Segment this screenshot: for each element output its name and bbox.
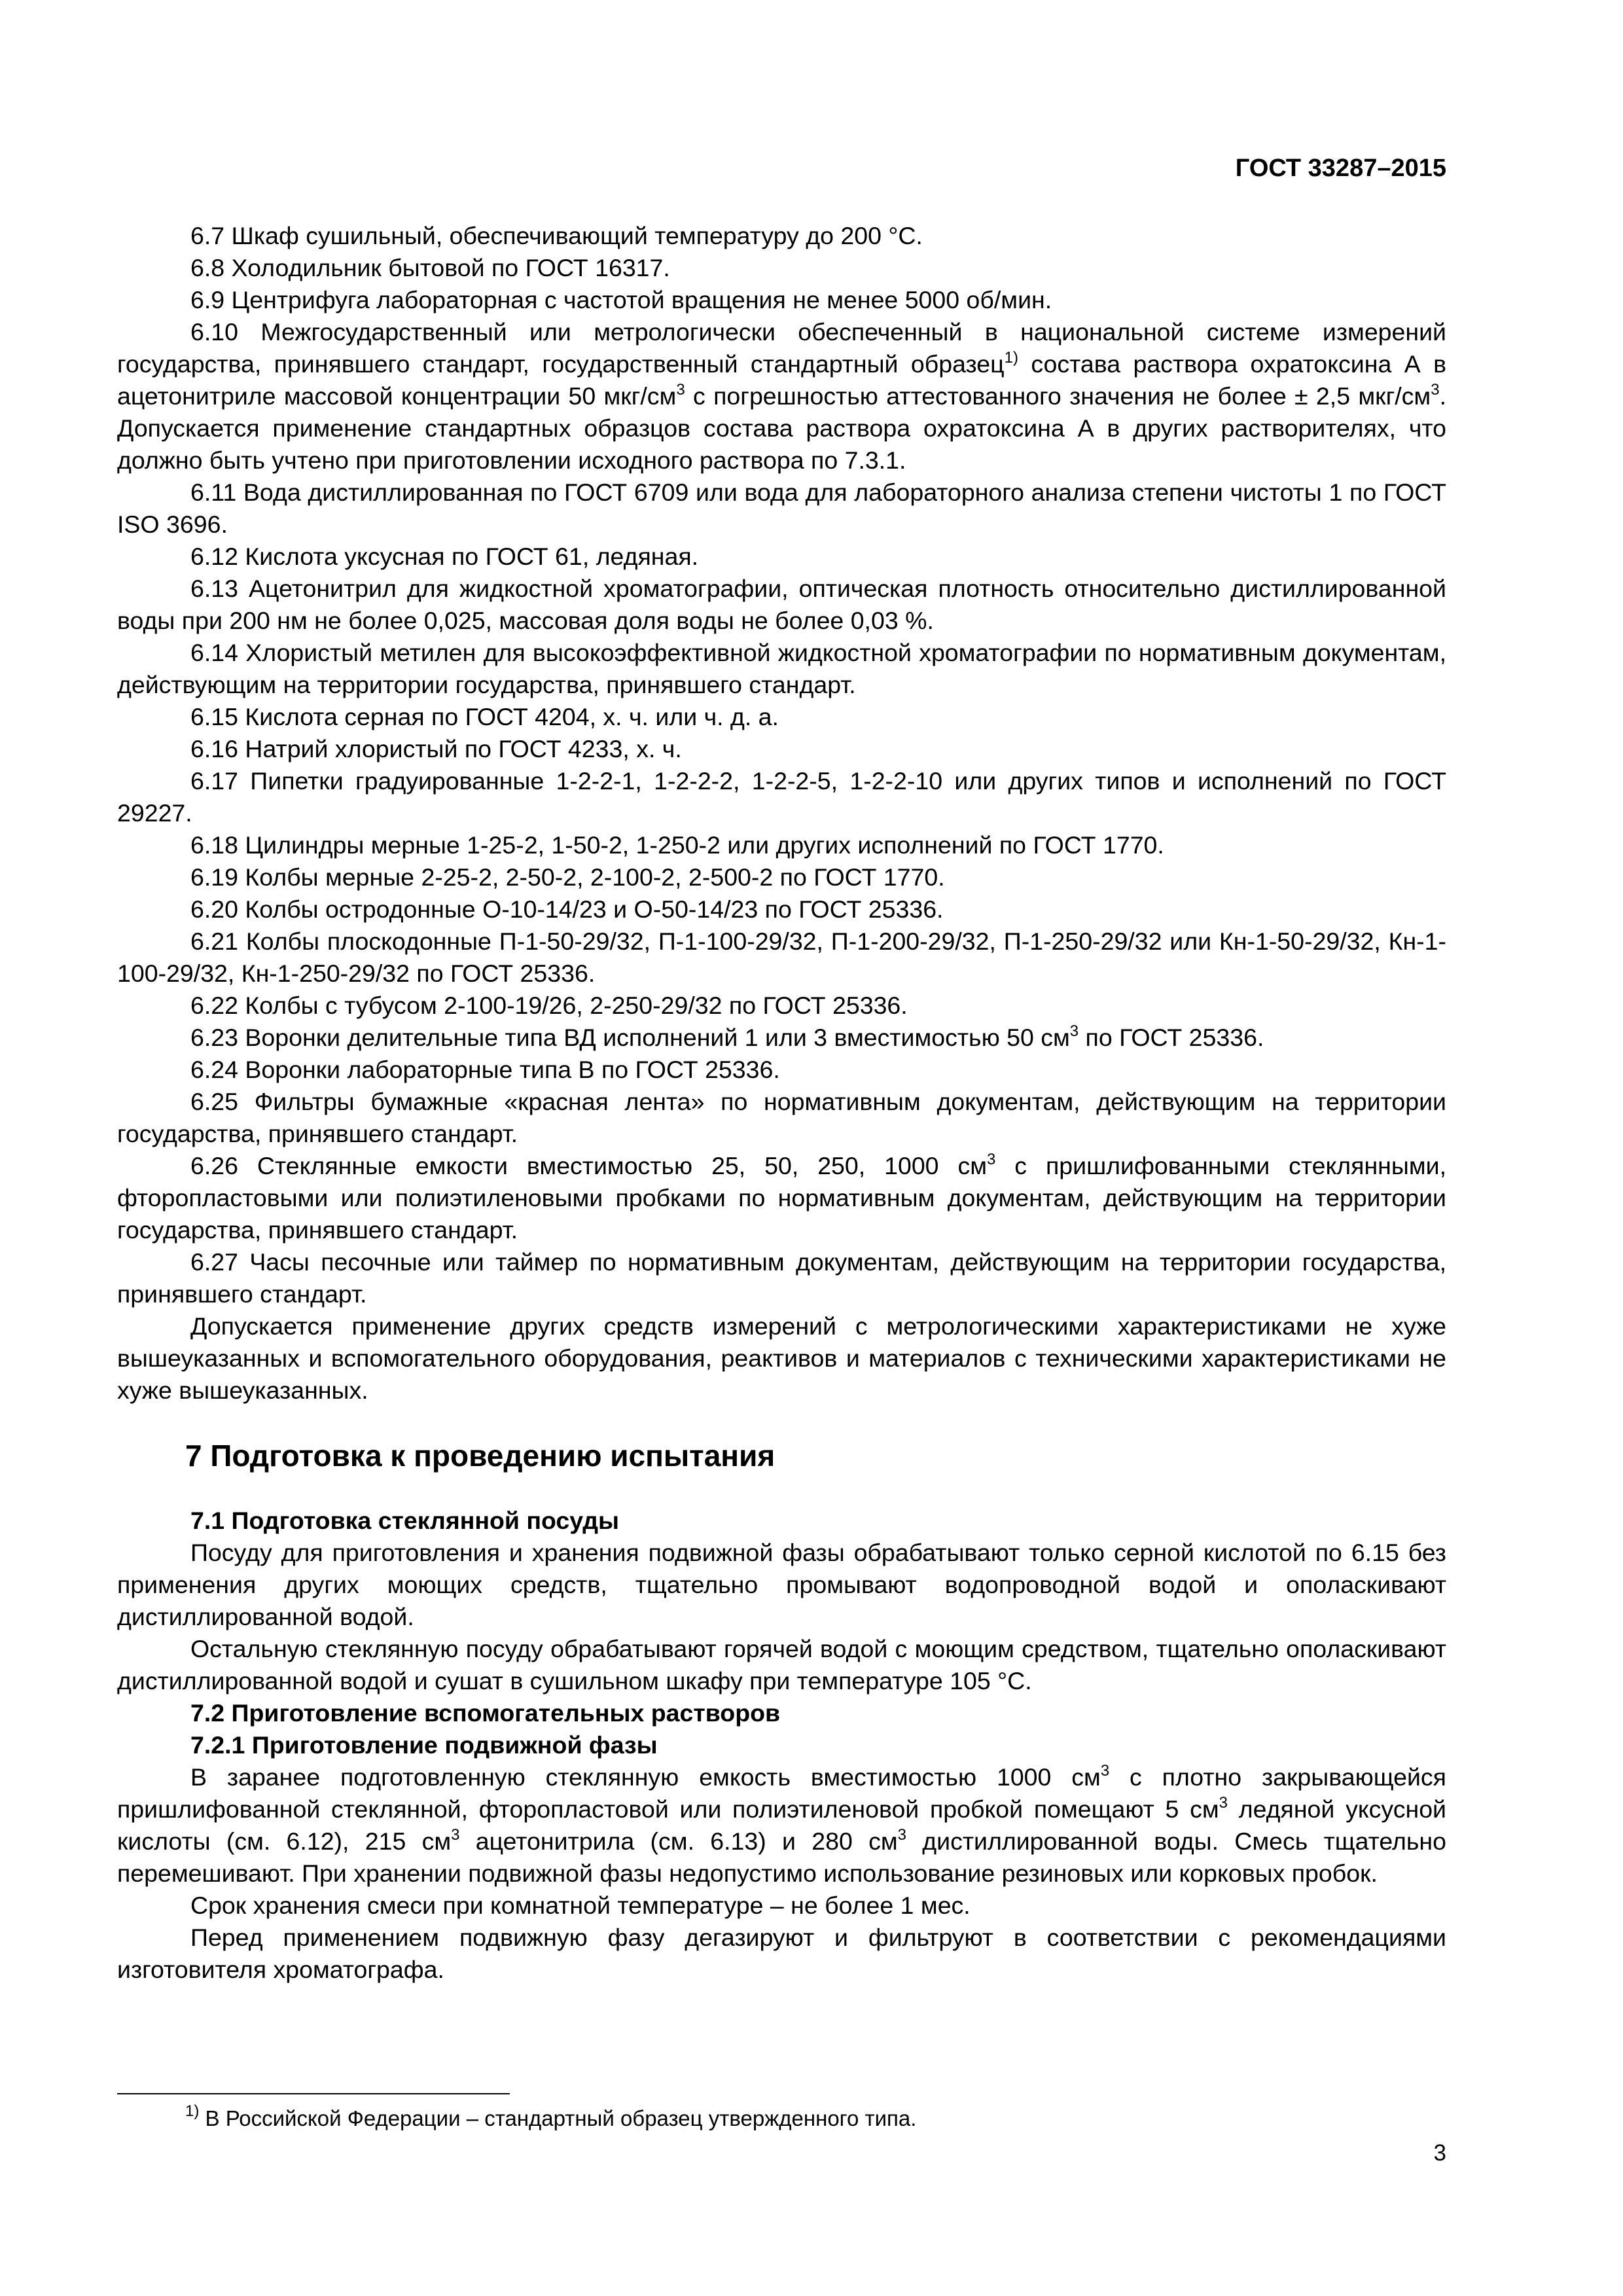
item-6-10: 6.10 Межгосударственный или метрологически обеспеченный в национальной системе измерений государства, принявшего стандарт, государственный стандартный образец$^{1)}$ состава раствора охратоксина А в ацетонитриле массовой концентрации 50 мкг/$см^3$ с погрешностью аттестованного значения не более ± 2,5 мкг/$см^3$. Допускается применение стандартных образцов состава раствора охратоксина А в других растворителях, что должно быть учтено при приготовлении исходного раствора по 7.3.1. — [117, 318, 1446, 474]
item-6-note: Допускается применение других средств измерений с метрологическими характеристиками не хуже вышеуказанных и вспомогательного оборудования, реактивов и материалов с техническими характеристиками не хуже вышеуказанных. — [117, 1312, 1446, 1404]
item-6-25: 6.25 Фильтры бумажные «красная лента» по нормативным документам, действующим на территории государства, принявшего стандарт. — [117, 1088, 1446, 1147]
document-header: ГОСТ 33287–2015 — [1235, 154, 1446, 182]
section-7-2-title: 7.2 Приготовление вспомогательных растворов — [190, 1699, 781, 1727]
footnote-ref: 1) — [1004, 349, 1018, 367]
page-number: 3 — [1433, 2140, 1446, 2166]
section-7-1-title: 7.1 Подготовка стеклянной посуды — [190, 1507, 620, 1534]
section-7-2-1-para-1: В заранее подготовленную стеклянную емкость вместимостью 1000 $см^3$ с плотно закрывающейся пришлифованной стеклянной, фторопластовой или полиэтиленовой пробкой помещают 5 $см^3$ ледяной уксусной кислоты (см. 6.12), 215 $см^3$ ацетонитрила (см. 6.13) и 280 $см^3$ дистиллированной воды. Смесь тщательно перемешивают. При хранении подвижной фазы недопустимо использование резиновых или корковых пробок. — [117, 1762, 1447, 1887]
section-7-title: 7 Подготовка к проведению испытания — [185, 1439, 776, 1473]
item-6-16: 6.16 Натрий хлористый по ГОСТ 4233, х. ч. — [190, 735, 682, 762]
item-6-20: 6.20 Колбы остродонные О-10-14/23 и О-50-14/23 по ГОСТ 25336. — [190, 895, 944, 923]
item-6-24: 6.24 Воронки лабораторные типа В по ГОСТ 25336. — [190, 1056, 780, 1083]
item-6-13: 6.13 Ацетонитрил для жидкостной хроматографии, оптическая плотность относительно дистиллированной воды при 200 нм не более 0,025, массовая доля воды не более 0,03 %. — [117, 575, 1446, 634]
footnote: $^{1)}$ В Российской Федерации – стандартный образец утвержденного типа. — [185, 2102, 917, 2130]
item-6-9: 6.9 Центрифуга лабораторная с частотой вращения не менее 5000 об/мин. — [190, 286, 1052, 314]
item-6-18: 6.18 Цилиндры мерные 1-25-2, 1-50-2, 1-250-2 или других исполнений по ГОСТ 1770. — [190, 831, 1164, 859]
item-6-19: 6.19 Колбы мерные 2-25-2, 2-50-2, 2-100-2, 2-500-2 по ГОСТ 1770. — [190, 863, 945, 891]
item-6-23: 6.23 Воронки делительные типа ВД исполнений 1 или 3 вместимостью 50 $см^3$ по ГОСТ 25336. — [190, 1022, 1264, 1051]
item-6-11: 6.11 Вода дистиллированная по ГОСТ 6709 или вода для лабораторного анализа степени чистоты 1 по ГОСТ ISO 3696. — [117, 478, 1446, 538]
section-7-2-1-para-2: Срок хранения смеси при комнатной температуре – не более 1 мес. — [190, 1892, 971, 1919]
item-6-22: 6.22 Колбы с тубусом 2-100-19/26, 2-250-29/32 по ГОСТ 25336. — [190, 992, 908, 1019]
section-7-1-para-1: Посуду для приготовления и хранения подвижной фазы обрабатывают только серной кислотой по 6.15 без применения других моющих средств, тщательно промывают водопроводной водой и ополаскивают дистиллированной водой. — [117, 1539, 1446, 1630]
footnote-mark: 1) — [185, 2102, 200, 2120]
item-6-15: 6.15 Кислота серная по ГОСТ 4204, х. ч. или ч. д. а. — [190, 703, 779, 730]
footnote-separator — [117, 2093, 510, 2094]
item-6-17: 6.17 Пипетки градуированные 1-2-2-1, 1-2-2-2, 1-2-2-5, 1-2-2-10 или других типов и исполнений по ГОСТ 29227. — [117, 767, 1446, 827]
item-6-8: 6.8 Холодильник бытовой по ГОСТ 16317. — [190, 254, 670, 281]
item-6-21: 6.21 Колбы плоскодонные П-1-50-29/32, П-1-100-29/32, П-1-200-29/32, П-1-250-29/32 или Кн-1-50-29/32, Кн-1-100-29/32, Кн-1-250-29/32 по ГОСТ 25336. — [117, 927, 1446, 987]
item-6-27: 6.27 Часы песочные или таймер по нормативным документам, действующим на территории государства, принявшего стандарт. — [117, 1248, 1446, 1308]
item-6-14: 6.14 Хлористый метилен для высокоэффективной жидкостной хроматографии по нормативным документам, действующим на территории государства, принявшего стандарт. — [117, 639, 1446, 698]
section-7-2-1-title: 7.2.1 Приготовление подвижной фазы — [190, 1731, 658, 1759]
section-7-2-1-para-3: Перед применением подвижную фазу дегазируют и фильтруют в соответствии с рекомендациями изготовителя хроматографа. — [117, 1924, 1446, 1983]
item-6-7: 6.7 Шкаф сушильный, обеспечивающий температуру до 200 °С. — [190, 222, 923, 249]
item-6-26: 6.26 Стеклянные емкости вместимостью 25, 50, 250, 1000 $см^3$ с пришлифованными стеклянными, фторопластовыми или полиэтиленовыми пробками по нормативным документам, действующим на территории государства, принявшего стандарт. — [117, 1151, 1446, 1244]
page-body — [117, 220, 1446, 1986]
item-6-12: 6.12 Кислота уксусная по ГОСТ 61, ледяная. — [190, 543, 699, 570]
section-7-1-para-2: Остальную стеклянную посуду обрабатывают горячей водой с моющим средством, тщательно ополаскивают дистиллированной водой и сушат в сушильном шкафу при температуре 105 °С. — [117, 1635, 1446, 1695]
